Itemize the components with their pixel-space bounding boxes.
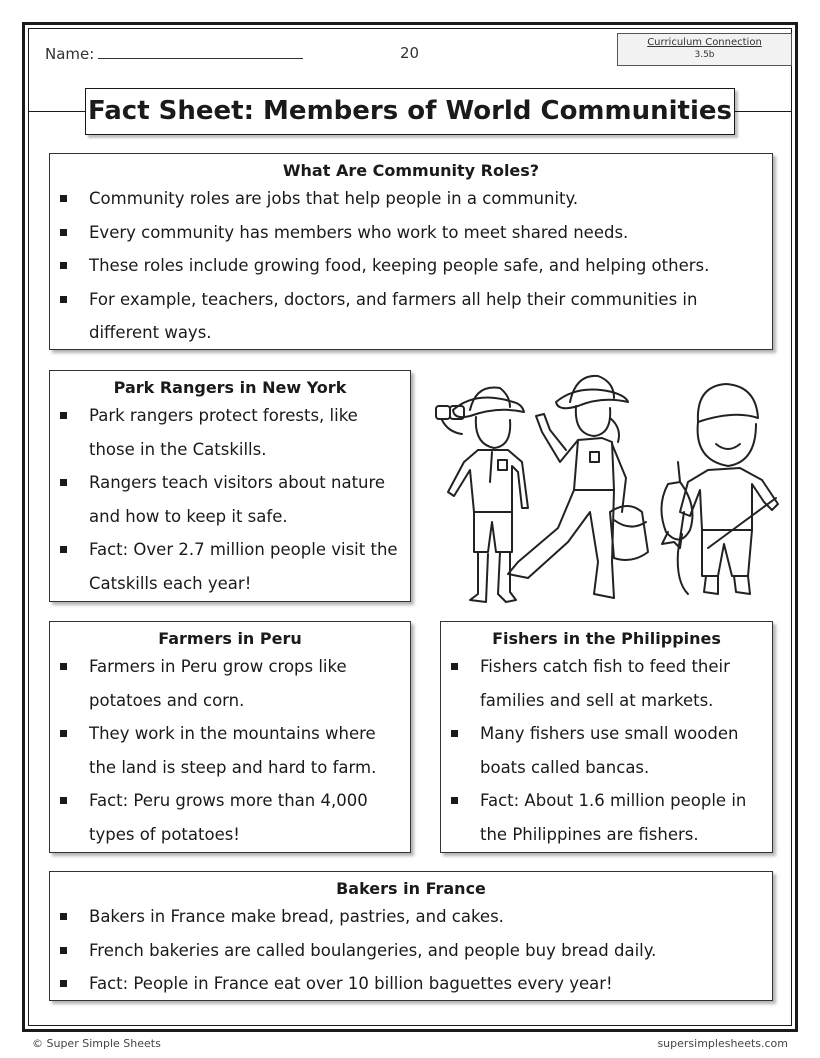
page-title: Fact Sheet: Members of World Communities: [85, 88, 735, 135]
list-item-text: Fact: Over 2.7 million people visit the Catskills each year!: [89, 540, 398, 593]
list-item: [60, 650, 400, 717]
bullet-icon: [60, 980, 67, 987]
bullet-icon: [60, 913, 67, 920]
bullet-icon: [60, 797, 67, 804]
name-field[interactable]: [45, 44, 303, 63]
fishers-heading: Fishers in the Philippines: [492, 629, 721, 648]
bullet-icon: [60, 262, 67, 269]
list-item: [451, 717, 762, 784]
list-item: [60, 533, 400, 600]
bullet-icon: [60, 412, 67, 419]
list-item: [60, 717, 400, 784]
list-item: [60, 784, 400, 851]
list-item-text: French bakeries are called boulangeries, and people buy bread daily.: [89, 940, 657, 960]
bakers-heading: Bakers in France: [336, 879, 486, 898]
rangers-heading: Park Rangers in New York: [113, 378, 347, 397]
list-item: [60, 399, 400, 466]
list-item: [60, 466, 400, 533]
list-item: [60, 900, 762, 934]
fisher-figure: [661, 384, 778, 594]
bullet-icon: [60, 947, 67, 954]
list-item: [451, 650, 762, 717]
bullet-icon: [60, 546, 67, 553]
list-item: [60, 967, 762, 1001]
footer-copyright: © Super Simple Sheets: [32, 1037, 161, 1050]
rangers-card: [49, 370, 411, 602]
roles-list: [60, 182, 762, 350]
fishers-card: [440, 621, 773, 853]
fishers-list: [451, 650, 762, 851]
roles-heading: What Are Community Roles?: [282, 161, 540, 180]
list-item: [451, 784, 762, 851]
bakers-list: [60, 900, 762, 1001]
rangers-list: [60, 399, 400, 600]
list-item-text: They work in the mountains where the land is steep and hard to farm.: [89, 724, 377, 777]
list-item-text: Fact: People in France eat over 10 billion baguettes every year!: [89, 974, 613, 993]
farmers-heading: Farmers in Peru: [158, 629, 302, 648]
list-item-text: Every community has members who work to meet shared needs.: [89, 222, 629, 242]
list-item-text: Rangers teach visitors about nature and how to keep it safe.: [89, 473, 386, 526]
list-item: [60, 182, 762, 216]
footer-website-link[interactable]: supersimplesheets.com: [657, 1037, 788, 1050]
list-item: [60, 934, 762, 968]
name-label: Name:: [45, 45, 95, 63]
bullet-icon: [60, 229, 67, 236]
community-workers-illustration-icon: [418, 362, 790, 612]
list-item-text: Fact: Peru grows more than 4,000 types of potatoes!: [89, 791, 368, 844]
bakers-card: [49, 871, 773, 1001]
farmers-list: [60, 650, 400, 851]
list-item-text: Fishers catch fish to feed their families and sell at markets.: [480, 657, 730, 710]
page-number: 20: [400, 44, 420, 62]
list-item-text: These roles include growing food, keeping people safe, and helping others.: [89, 256, 710, 275]
bullet-icon: [451, 730, 458, 737]
name-blank-line[interactable]: [98, 44, 303, 59]
bullet-icon: [451, 663, 458, 670]
curriculum-connection-box: [617, 33, 792, 66]
list-item: [60, 249, 762, 283]
bullet-icon: [451, 797, 458, 804]
bullet-icon: [60, 479, 67, 486]
roles-card: [49, 153, 773, 350]
list-item-text: Many fishers use small wooden boats called bancas.: [480, 724, 739, 777]
ranger-bucket-figure: [508, 376, 648, 598]
curriculum-title: Curriculum Connection: [647, 37, 762, 48]
bullet-icon: [60, 663, 67, 670]
bullet-icon: [60, 195, 67, 202]
list-item: [60, 216, 762, 250]
list-item-text: Bakers in France make bread, pastries, and cakes.: [89, 907, 504, 926]
list-item: [60, 283, 762, 350]
list-item-text: Community roles are jobs that help people in a community.: [89, 189, 579, 208]
ranger-binoculars-figure: [436, 387, 528, 602]
list-item-text: For example, teachers, doctors, and farmers all help their communities in different ways.: [89, 289, 698, 342]
list-item-text: Farmers in Peru grow crops like potatoes and corn.: [89, 657, 347, 710]
bullet-icon: [60, 730, 67, 737]
curriculum-code: 3.5b: [694, 50, 715, 60]
bullet-icon: [60, 296, 67, 303]
list-item-text: Fact: About 1.6 million people in the Philippines are fishers.: [480, 791, 747, 844]
farmers-card: [49, 621, 411, 853]
list-item-text: Park rangers protect forests, like those in the Catskills.: [89, 406, 358, 459]
